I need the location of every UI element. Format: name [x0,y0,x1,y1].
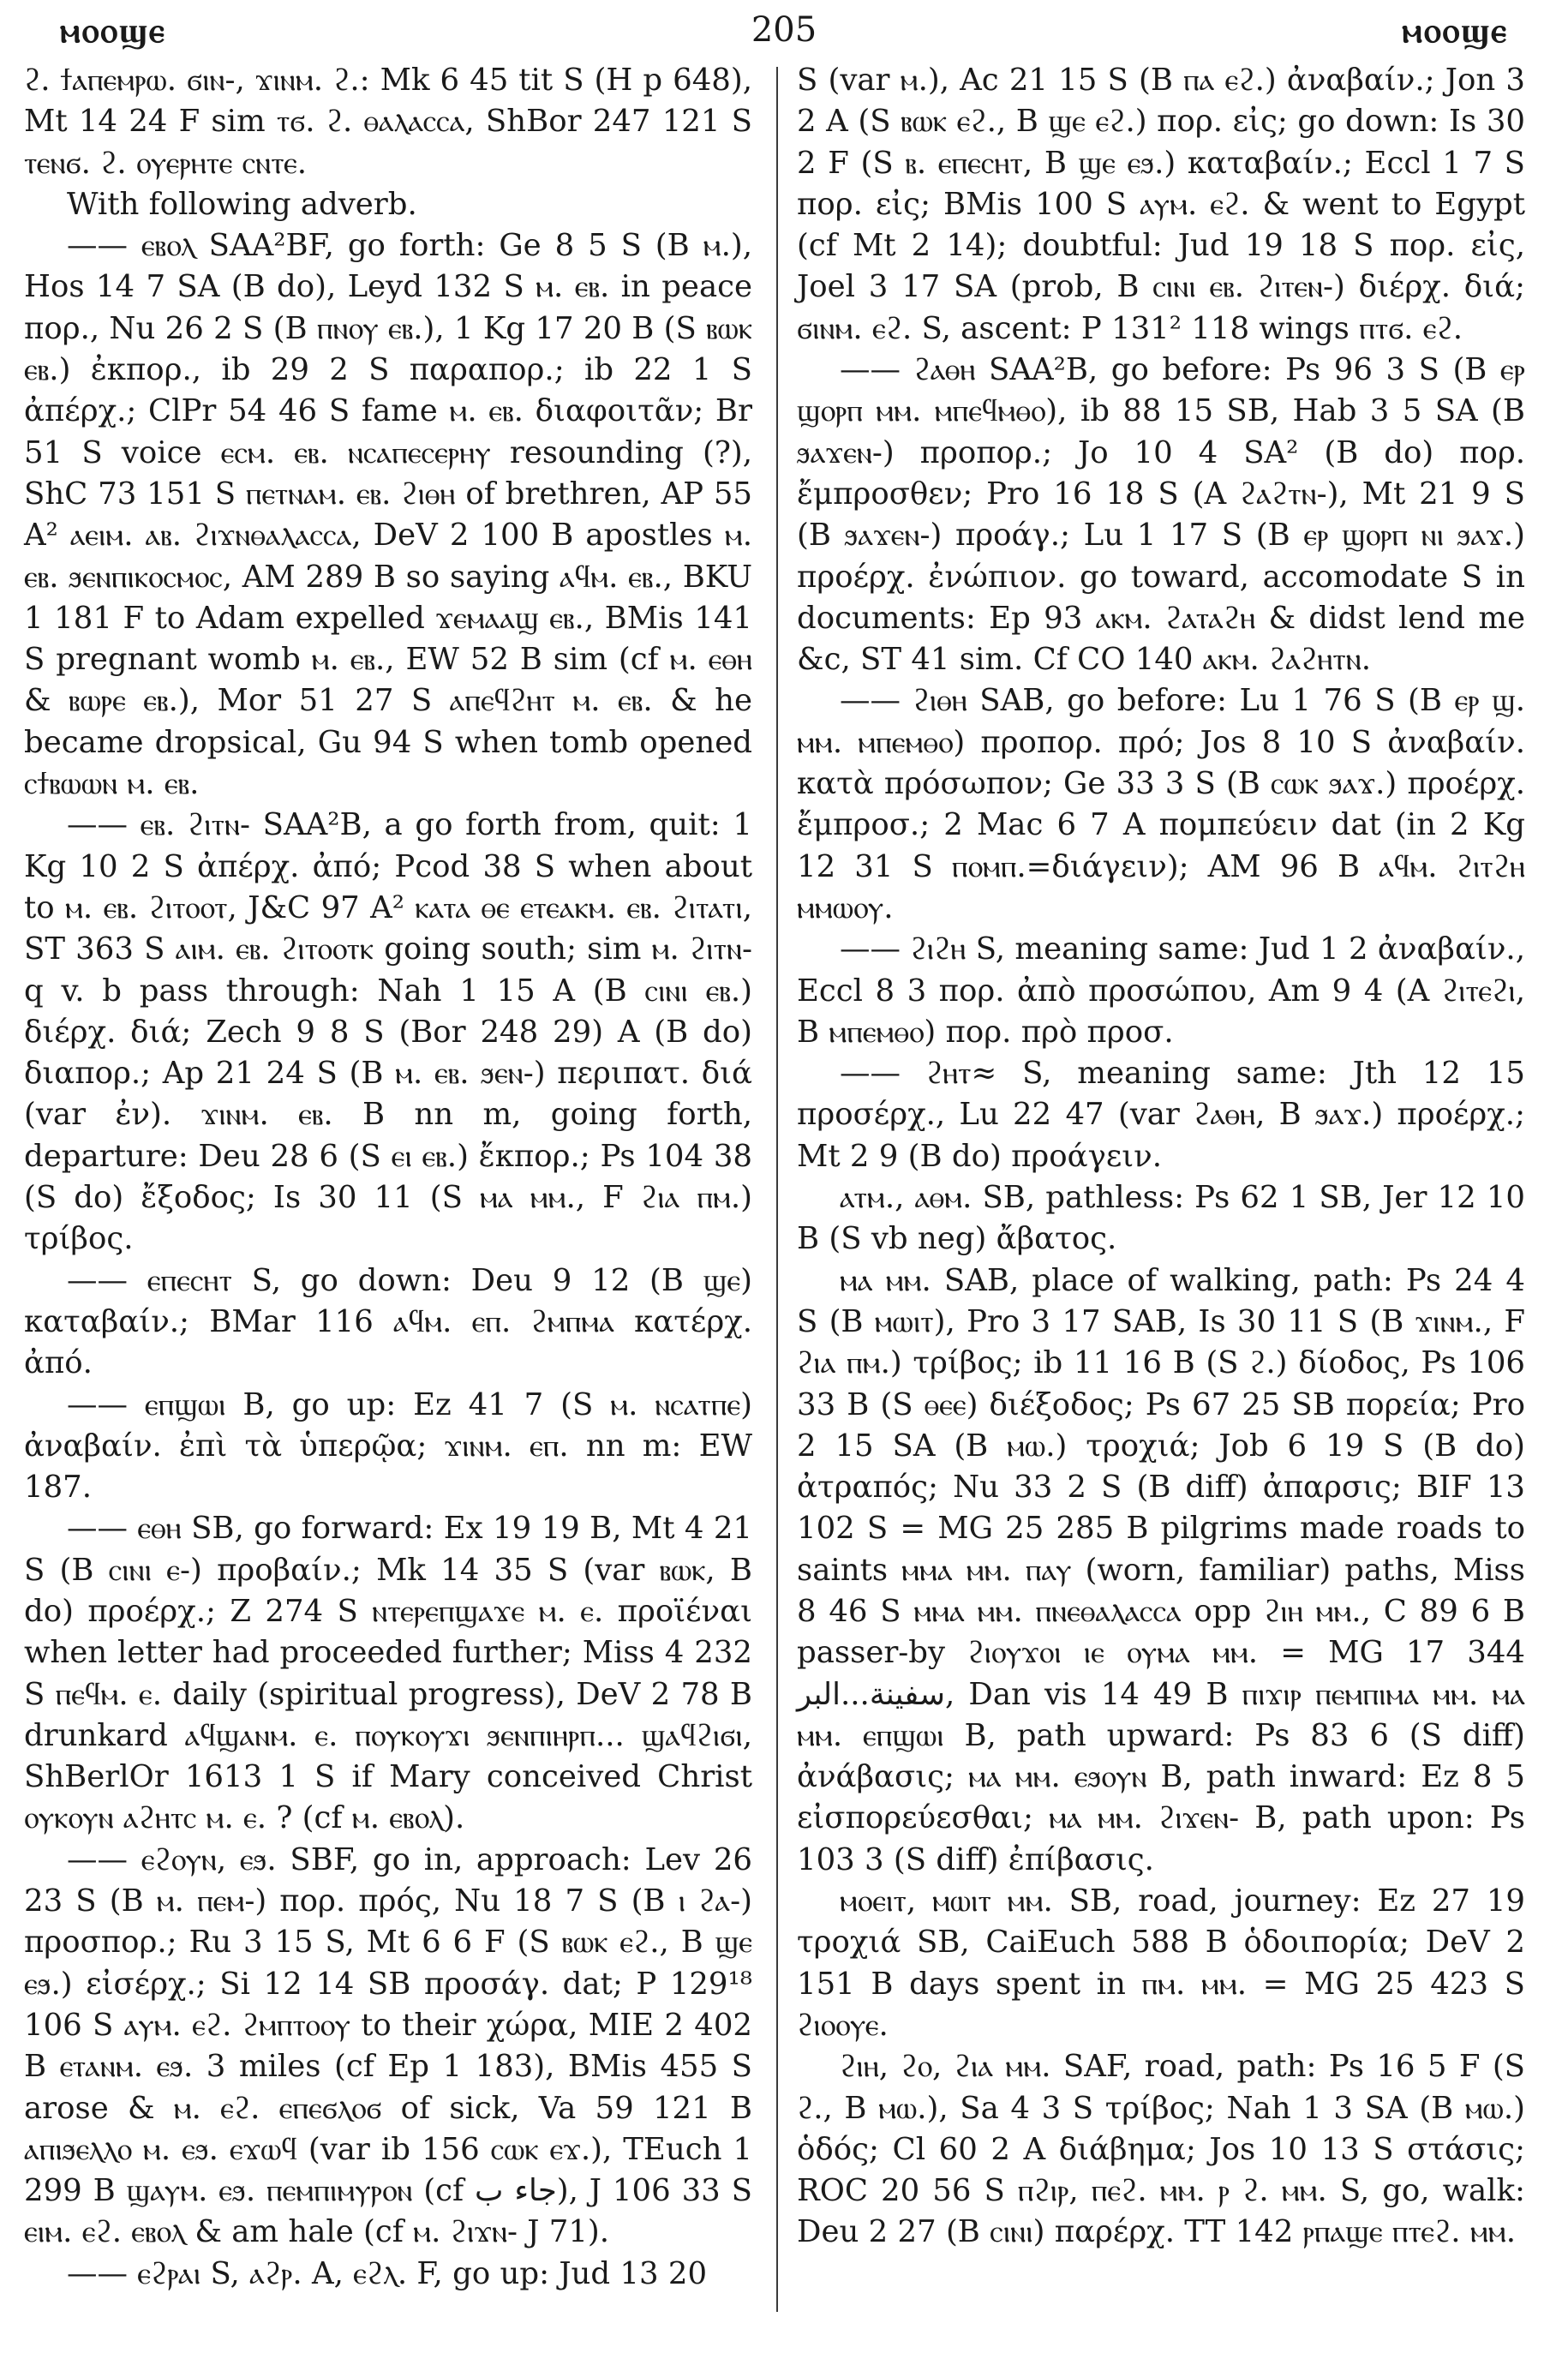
dictionary-entry: —— ⲉⲑⲏ SB, go forward: Ex 19 19 B, Mt 4 21 S (B ⲥⲓⲛⲓ ⲉ-) προβαίν.; Mk 14 35 S (var ⲃⲱⲕ, B do) προέρχ.; Z 274 S ⲛⲧⲉⲣⲉⲡϣⲁϫⲉ ⲙ. ⲉ. προϊέναι when letter had proceeded further; Miss 4 232 S ⲡⲉϥⲙ. ⲉ. daily (spiritual progress), DeV 2 78 B drunkard ⲁϥϣⲁⲛⲙ. ⲉ. ⲡⲟⲩⲕⲟⲩϫⲓ ϧⲉⲛⲡⲓⲏⲣⲡ... ϣⲁϥϩⲓϭⲓ, ShBerlOr 1613 1 S if Mary conceived Christ ⲟⲩⲕⲟⲩⲛ ⲁϩⲏⲧⲥ ⲙ. ⲉ. ? (cf ⲙ. ⲉⲃⲟⲗ). [24,1511,752,1836]
dictionary-entry: ⲙⲟⲉⲓⲧ, ⲙⲱⲓⲧ ⲙⲙ. SB, road, journey: Ez 27 19 τροχιά SB, CaiEuch 588 B ὁδοιπορία; DeV 2 151 B days spent in ⲡⲙ. ⲙⲙ. = MG 25 423 S ϩⲓⲟⲟⲩⲉ. [797,1883,1525,2043]
running-header [26,10,1542,55]
dictionary-entry: —— ⲉⲡϣⲱⲓ B, go up: Ez 41 7 (S ⲙ. ⲛⲥⲁⲧⲡⲉ) ἀναβαίν. ἐπὶ τὰ ὑπερῷα; ϫⲓⲛⲙ. ⲉⲡ. nn m: EW 187. [24,1386,752,1506]
right-column [797,60,1525,2254]
dictionary-entry: —— ⲉⲡⲉⲥⲏⲧ S, go down: Deu 9 12 (B ϣⲉ) καταβαίν.; BMar 116 ⲁϥⲙ. ⲉⲡ. ϩⲙⲡⲙⲁ κατέρχ. ἀπό. [24,1262,752,1381]
page-number: 205 [751,10,817,50]
dictionary-entry: —— ⲉϩⲣⲁⲓ S, ⲁϩⲣ. A, ⲉϩⲗ. F, go up: Jud 13 20 [67,2255,708,2291]
dictionary-entry: —— ϩⲁⲑⲏ SAA²B, go before: Ps 96 3 S (B ⲉⲣ ϣⲟⲣⲡ ⲙⲙ. ⲙⲡⲉϥⲙⲑⲟ), ib 88 15 SB, Hab 3 5 SA (B ϧⲁϫⲉⲛ-) προπορ.; Jo 10 4 SA² (B do) πορ. ἔμπροσθεν; Pro 16 18 S (A ϩⲁϩⲧⲛ-), Mt 21 9 S (B ϧⲁϫⲉⲛ-) προάγ.; Lu 1 17 S (B ⲉⲣ ϣⲟⲣⲡ ⲛⲓ ϧⲁϫ.) προέρχ. ἐνώπιον. go toward, accomodate S in documents: Ep 93 ⲁⲕⲙ. ϩⲁⲧⲁϩⲏ & didst lend me &c, ST 41 sim. Cf CO 140 ⲁⲕⲙ. ϩⲁϩⲏⲧⲛ. [797,352,1525,678]
dictionary-entry: —— ⲉϩⲟⲩⲛ, ⲉϧ. SBF, go in, approach: Lev 26 23 S (B ⲙ. ⲡⲉⲙ-) πορ. πρός, Nu 18 7 S (B ⲓ ϩⲁ-) προσπορ.; Ru 3 15 S, Mt 6 6 F (S ⲃⲱⲕ ⲉϩ., B ϣⲉ ⲉϧ.) εἰσέρχ.; Si 12 14 SB προσάγ. dat; P 129¹⁸ 106 S ⲁⲩⲙ. ⲉϩ. ϩⲙⲡⲧⲟⲟⲩ to their χώρα, MIE 2 402 B ⲉⲧⲁⲛⲙ. ⲉϧ. 3 miles (cf Ep 1 183), BMis 455 S arose & ⲙ. ⲉϩ. ⲉⲡⲉϭⲗⲟϭ of sick, Va 59 121 B ⲁⲡⲓϧⲉⲗⲗⲟ ⲙ. ⲉϧ. ⲉϫⲱϥ (var ib 156 ⲥⲱⲕ ⲉϫ.), TEuch 1 299 B ϣⲁⲩⲙ. ⲉϧ. ⲡⲉⲙⲡⲓⲙⲩⲣⲟⲛ (cf جاء ب), J 106 33 S ⲉⲓⲙ. ⲉϩ. ⲉⲃⲟⲗ & am hale (cf ⲙ. ϩⲓϫⲛ- J 71). [24,1841,752,2250]
dictionary-entry: —— ϩⲓⲑⲏ SAB, go before: Lu 1 76 S (B ⲉⲣ ϣ. ⲙⲙ. ⲙⲡⲉⲙⲑⲟ) προπορ. πρό; Jos 8 10 S ἀναβαίν. κατὰ πρόσωπον; Ge 33 3 S (B ⲥⲱⲕ ϧⲁϫ.) προέρχ. ἔμπροσ.; 2 Mac 6 7 A πομπεύειν dat (in 2 Kg 12 31 S ⲡⲟⲙⲡ.=διάγειν); AM 96 B ⲁϥⲙ. ϩⲓⲧϩⲏ ⲙⲙⲱⲟⲩ. [797,683,1525,925]
dictionary-entry: ϩⲓⲏ, ϩⲟ, ϩⲓⲁ ⲙⲙ. SAF, road, path: Ps 16 5 F (S ϩ., B ⲙⲱ.), Sa 4 3 S τρίβος; Nah 1 3 SA (B ⲙⲱ.) ὁδός; Cl 60 2 A διάβημα; Jos 10 13 S στάσις; ROC 20 56 S ⲡϩⲓⲣ, ⲡⲉϩ. ⲙⲙ. ⲣ ϩ. ⲙⲙ. S, go, walk: Deu 2 27 (B ⲥⲓⲛⲓ) παρέρχ. TT 142 ⲣⲡⲁϣⲉ ⲡⲧⲉϩ. ⲙⲙ. [797,2049,1525,2250]
dictionary-entry: —— ϩⲏⲧ≈ S, meaning same: Jth 12 15 προσέρχ., Lu 22 47 (var ϩⲁⲑⲏ, B ϧⲁϫ.) προέρχ.; Mt 2 9 (B do) προάγειν. [797,1056,1525,1174]
dictionary-entry: S (var ⲙ.), Ac 21 15 S (B ⲡⲁ ⲉϩ.) ἀναβαίν.; Jon 3 2 A (S ⲃⲱⲕ ⲉϩ., B ϣⲉ ⲉϩ.) πορ. εἰς; go down: Is 30 2 F (S ⲃ. ⲉⲡⲉⲥⲏⲧ, B ϣⲉ ⲉϧ.) καταβαίν.; Eccl 1 7 S πορ. εἰς; BMis 100 S ⲁⲩⲙ. ⲉϩ. & went to Egypt (cf Mt 2 14); doubtful: Jud 19 18 S πορ. εἰς, Joel 3 17 SA (prob, B ⲥⲓⲛⲓ ⲉⲃ. ϩⲓⲧⲉⲛ-) διέρχ. διά; ϭⲓⲛⲙ. ⲉϩ. S, ascent: P 131² 118 wings ⲡⲧϭ. ⲉϩ. [797,63,1525,346]
dictionary-entry: —— ϩⲓϩⲏ S, meaning same: Jud 1 2 ἀναβαίν., Eccl 8 3 πορ. ἀπὸ προσώπου, Am 9 4 (A ϩⲓⲧⲉϩⲓ, B ⲙⲡⲉⲙⲑⲟ) πορ. πρὸ προσ. [797,931,1525,1050]
dictionary-entry: ⲁⲧⲙ., ⲁⲑⲙ. SB, pathless: Ps 62 1 SB, Jer 12 10 B (S vb neg) ἄβατος. [797,1180,1525,1257]
dictionary-entry: ⲙⲁ ⲙⲙ. SAB, place of walking, path: Ps 24 4 S (B ⲙⲱⲓⲧ), Pro 3 17 SAB, Is 30 11 S (B ϫⲓⲛⲙ., F ϩⲓⲁ ⲡⲙ.) τρίβος; ib 11 16 B (S ϩ.) δίοδος, Ps 106 33 B (S ⲑⲉⲉ) διέξοδος; Ps 67 25 SB πορεία; Pro 2 15 SA (B ⲙⲱ.) τροχιά; Job 6 19 S (B do) ἀτραπός; Nu 33 2 S (B diff) ἀπαρσις; BIF 13 102 S = MG 25 285 B pilgrims made roads to saints ⲙⲙⲁ ⲙⲙ. ⲡⲁⲩ (worn, familiar) paths, Miss 8 46 S ⲙⲙⲁ ⲙⲙ. ⲡⲛⲉⲑⲁⲗⲁⲥⲥⲁ opp ϩⲓⲏ ⲙⲙ., C 89 6 B passer-by ϩⲓⲟⲩϫⲟⲓ ⲓⲉ ⲟⲩⲙⲁ ⲙⲙ. = MG 17 344 سفينة...البر, Dan vis 14 49 B ⲡⲓϫⲓⲣ ⲡⲉⲙⲡⲓⲙⲁ ⲙⲙ. ⲙⲁ ⲙⲙ. ⲉⲡϣⲱⲓ B, path upward: Ps 83 6 (S diff) ἀνάβασις; ⲙⲁ ⲙⲙ. ⲉϧⲟⲩⲛ B, path inward: Ez 8 5 εἰσπορεύεσθαι; ⲙⲁ ⲙⲙ. ϩⲓϫⲉⲛ- B, path upon: Ps 103 3 (S diff) ἐπίβασις. [797,1262,1525,1877]
dictionary-entry: —— ⲉⲃ. ϩⲓⲧⲛ- SAA²B, a go forth from, quit: 1 Kg 10 2 S ἀπέρχ. ἀπό; Pcod 38 S when about to ⲙ. ⲉⲃ. ϩⲓⲧⲟⲟⲧ, J&C 97 A² ⲕⲁⲧⲁ ⲑⲉ ⲉⲧⲉⲁⲕⲙ. ⲉⲃ. ϩⲓⲧⲁⲧⲓ, ST 363 S ⲁⲓⲙ. ⲉⲃ. ϩⲓⲧⲟⲟⲧⲕ going south; sim ⲙ. ϩⲓⲧⲛ- q v. b pass through: Nah 1 15 A (B ⲥⲓⲛⲓ ⲉⲃ.) διέρχ. διά; Zech 9 8 S (Bor 248 29) A (B do) διαπορ.; Ap 21 24 S (B ⲙ. ⲉⲃ. ϧⲉⲛ-) περιπατ. διά (var ἐν). ϫⲓⲛⲙ. ⲉⲃ. B nn m, going forth, departure: Deu 28 6 (S ⲉⲓ ⲉⲃ.) ἔκπορ.; Ps 104 38 (S do) ἔξοδος; Is 30 11 (S ⲙⲁ ⲙⲙ., F ϩⲓⲁ ⲡⲙ.) τρίβος. [24,807,752,1257]
header-left-title: ⲙⲟⲟϣⲉ [60,10,166,51]
column-divider [776,67,778,2312]
left-column [24,60,752,2295]
header-right-title: ⲙⲟⲟϣⲉ [1402,10,1508,51]
dictionary-entry: —— ⲉⲃⲟⲗ SAA²BF, go forth: Ge 8 5 S (B ⲙ.), Hos 14 7 SA (B do), Leyd 132 S ⲙ. ⲉⲃ. in peace πορ., Nu 26 2 S (B ⲡⲛⲟⲩ ⲉⲃ.), 1 Kg 17 20 B (S ⲃⲱⲕ ⲉⲃ.) ἐκπορ., ib 29 2 S παραπορ.; ib 22 1 S ἀπέρχ.; ClPr 54 46 S fame ⲙ. ⲉⲃ. διαφοιτᾶν; Br 51 S voice ⲉⲥⲙ. ⲉⲃ. ⲛⲥⲁⲡⲉⲥⲉⲣⲏⲩ resounding (?), ShC 73 151 S ⲡⲉⲧⲛⲁⲙ. ⲉⲃ. ϩⲓⲑⲏ of brethren, AP 55 A² ⲁⲉⲓⲙ. ⲁⲃ. ϩⲓϫⲛⲑⲁⲗⲁⲥⲥⲁ, DeV 2 100 B apostles ⲙ. ⲉⲃ. ϧⲉⲛⲡⲓⲕⲟⲥⲙⲟⲥ, AM 289 B so saying ⲁϥⲙ. ⲉⲃ., BKU 1 181 F to Adam expelled ϫⲉⲙⲁⲁϣ ⲉⲃ., BMis 141 S pregnant womb ⲙ. ⲉⲃ., EW 52 B sim (cf ⲙ. ⲉⲑⲏ & ⲃⲱⲣⲉ ⲉⲃ.), Mor 51 27 S ⲁⲡⲉϥϩⲏⲧ ⲙ. ⲉⲃ. & he became dropsical, Gu 94 S when tomb opened ⲥϯⲃⲱⲱⲛ ⲙ. ⲉⲃ. [24,228,752,802]
dictionary-entry: ϩ. ϯⲁⲡⲉⲙⲣⲱ. ϭⲓⲛ-, ϫⲓⲛⲙ. ϩ.: Mk 6 45 tit S (H p 648), Mt 14 24 F sim ⲧϭ. ϩ. ⲑⲁⲗⲁⲥⲥⲁ, ShBor 247 121 S ⲧⲉⲛϭ. ϩ. ⲟⲩⲉⲣⲏⲧⲉ ⲥⲛⲧⲉ. [24,63,752,181]
dictionary-entry: With following adverb. [67,186,417,222]
